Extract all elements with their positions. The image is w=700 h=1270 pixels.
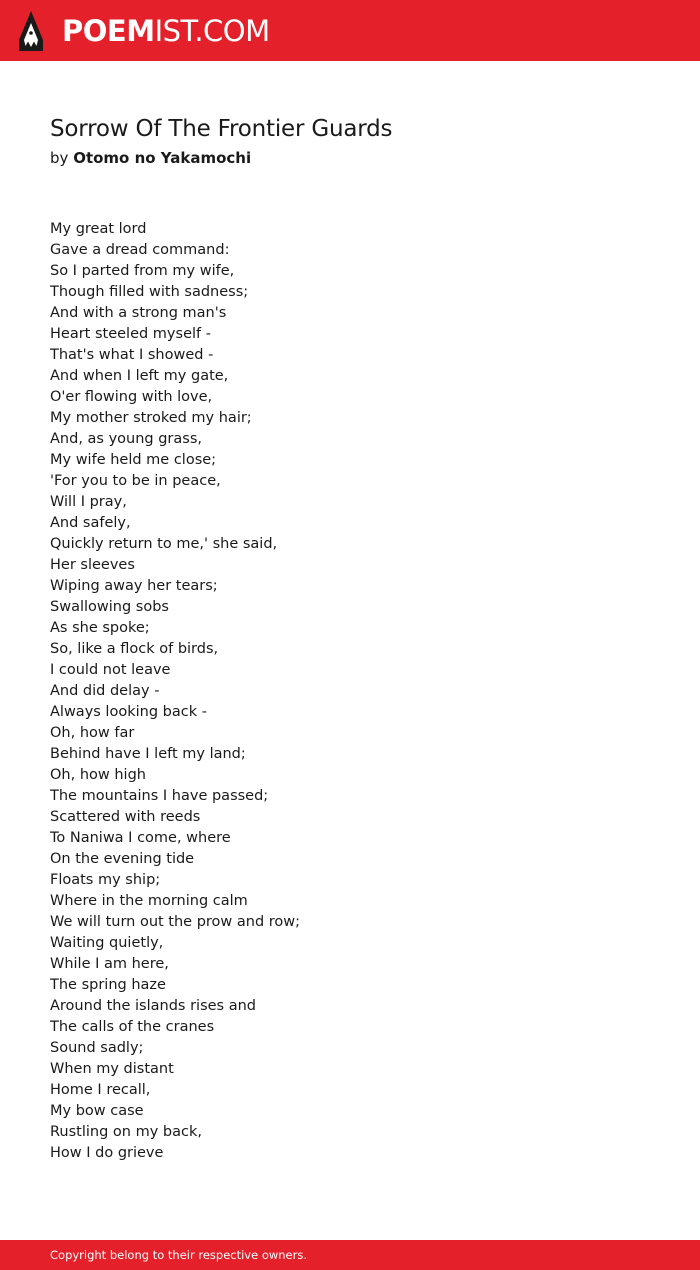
- copyright-text: Copyright belong to their respective owners.: [50, 1248, 308, 1262]
- site-logo-link[interactable]: [18, 9, 270, 53]
- poem-line: Floats my ship;: [50, 872, 161, 888]
- poem-line: We will turn out the prow and row;: [50, 914, 301, 930]
- poem-line: Waiting quietly,: [50, 935, 164, 951]
- poem-line: Oh, how far: [50, 725, 135, 741]
- poem-line: Wiping away her tears;: [50, 578, 218, 594]
- poem-line: Scattered with reeds: [50, 809, 201, 825]
- poem-line: While I am here,: [50, 956, 169, 972]
- poem-line: Though filled with sadness;: [50, 284, 249, 300]
- poem-line: On the evening tide: [50, 851, 195, 867]
- poem-line: And did delay -: [50, 683, 160, 699]
- poem-line: To Naniwa I come, where: [50, 830, 231, 846]
- by-label: by: [50, 149, 69, 167]
- poem-line: O'er flowing with love,: [50, 389, 213, 405]
- poem-line: When my distant: [50, 1061, 174, 1077]
- poem-line: How I do grieve: [50, 1145, 164, 1161]
- poem-line: Home I recall,: [50, 1082, 151, 1098]
- poem-line: 'For you to be in peace,: [50, 473, 221, 489]
- poem-line: As she spoke;: [50, 620, 150, 636]
- poem-title: Sorrow Of The Frontier Guards: [50, 116, 393, 142]
- brand-light: IST.COM: [154, 14, 270, 48]
- poem-line: And, as young grass,: [50, 431, 202, 447]
- poem-line: I could not leave: [50, 662, 171, 678]
- poem-line: Will I pray,: [50, 494, 127, 510]
- poem-line: That's what I showed -: [50, 347, 214, 363]
- site-footer: [0, 1240, 700, 1270]
- poem-line: Swallowing sobs: [50, 599, 169, 615]
- poem-line: Where in the morning calm: [50, 893, 248, 909]
- poem-line: Gave a dread command:: [50, 242, 230, 258]
- poem-line: Oh, how high: [50, 767, 146, 783]
- poem-line: Behind have I left my land;: [50, 746, 246, 762]
- poem-author: Otomo no Yakamochi: [73, 149, 252, 167]
- brand-bold: POEM: [62, 14, 155, 48]
- poem-byline: [50, 149, 251, 167]
- poem-line: My great lord: [50, 221, 147, 237]
- poem-body: [50, 219, 650, 1164]
- poem-line: My bow case: [50, 1103, 144, 1119]
- pen-nib-icon: [18, 10, 44, 52]
- site-header: [0, 0, 700, 61]
- poem-line: Quickly return to me,' she said,: [50, 536, 278, 552]
- poem-line: Rustling on my back,: [50, 1124, 202, 1140]
- poem-line: The mountains I have passed;: [50, 788, 269, 804]
- site-brand: [62, 9, 270, 53]
- poem-line: Her sleeves: [50, 557, 135, 573]
- poem-line: So I parted from my wife,: [50, 263, 235, 279]
- poem-line: My wife held me close;: [50, 452, 217, 468]
- poem-line: Around the islands rises and: [50, 998, 256, 1014]
- poem-line: Always looking back -: [50, 704, 207, 720]
- poem-line: So, like a flock of birds,: [50, 641, 219, 657]
- poem-line: My mother stroked my hair;: [50, 410, 252, 426]
- poem-line: And with a strong man's: [50, 305, 227, 321]
- poem-line: And when I left my gate,: [50, 368, 229, 384]
- poem-line: And safely,: [50, 515, 131, 531]
- poem-line: The calls of the cranes: [50, 1019, 215, 1035]
- poem-line: The spring haze: [50, 977, 166, 993]
- poem-line: Heart steeled myself -: [50, 326, 211, 342]
- poem-line: Sound sadly;: [50, 1040, 144, 1056]
